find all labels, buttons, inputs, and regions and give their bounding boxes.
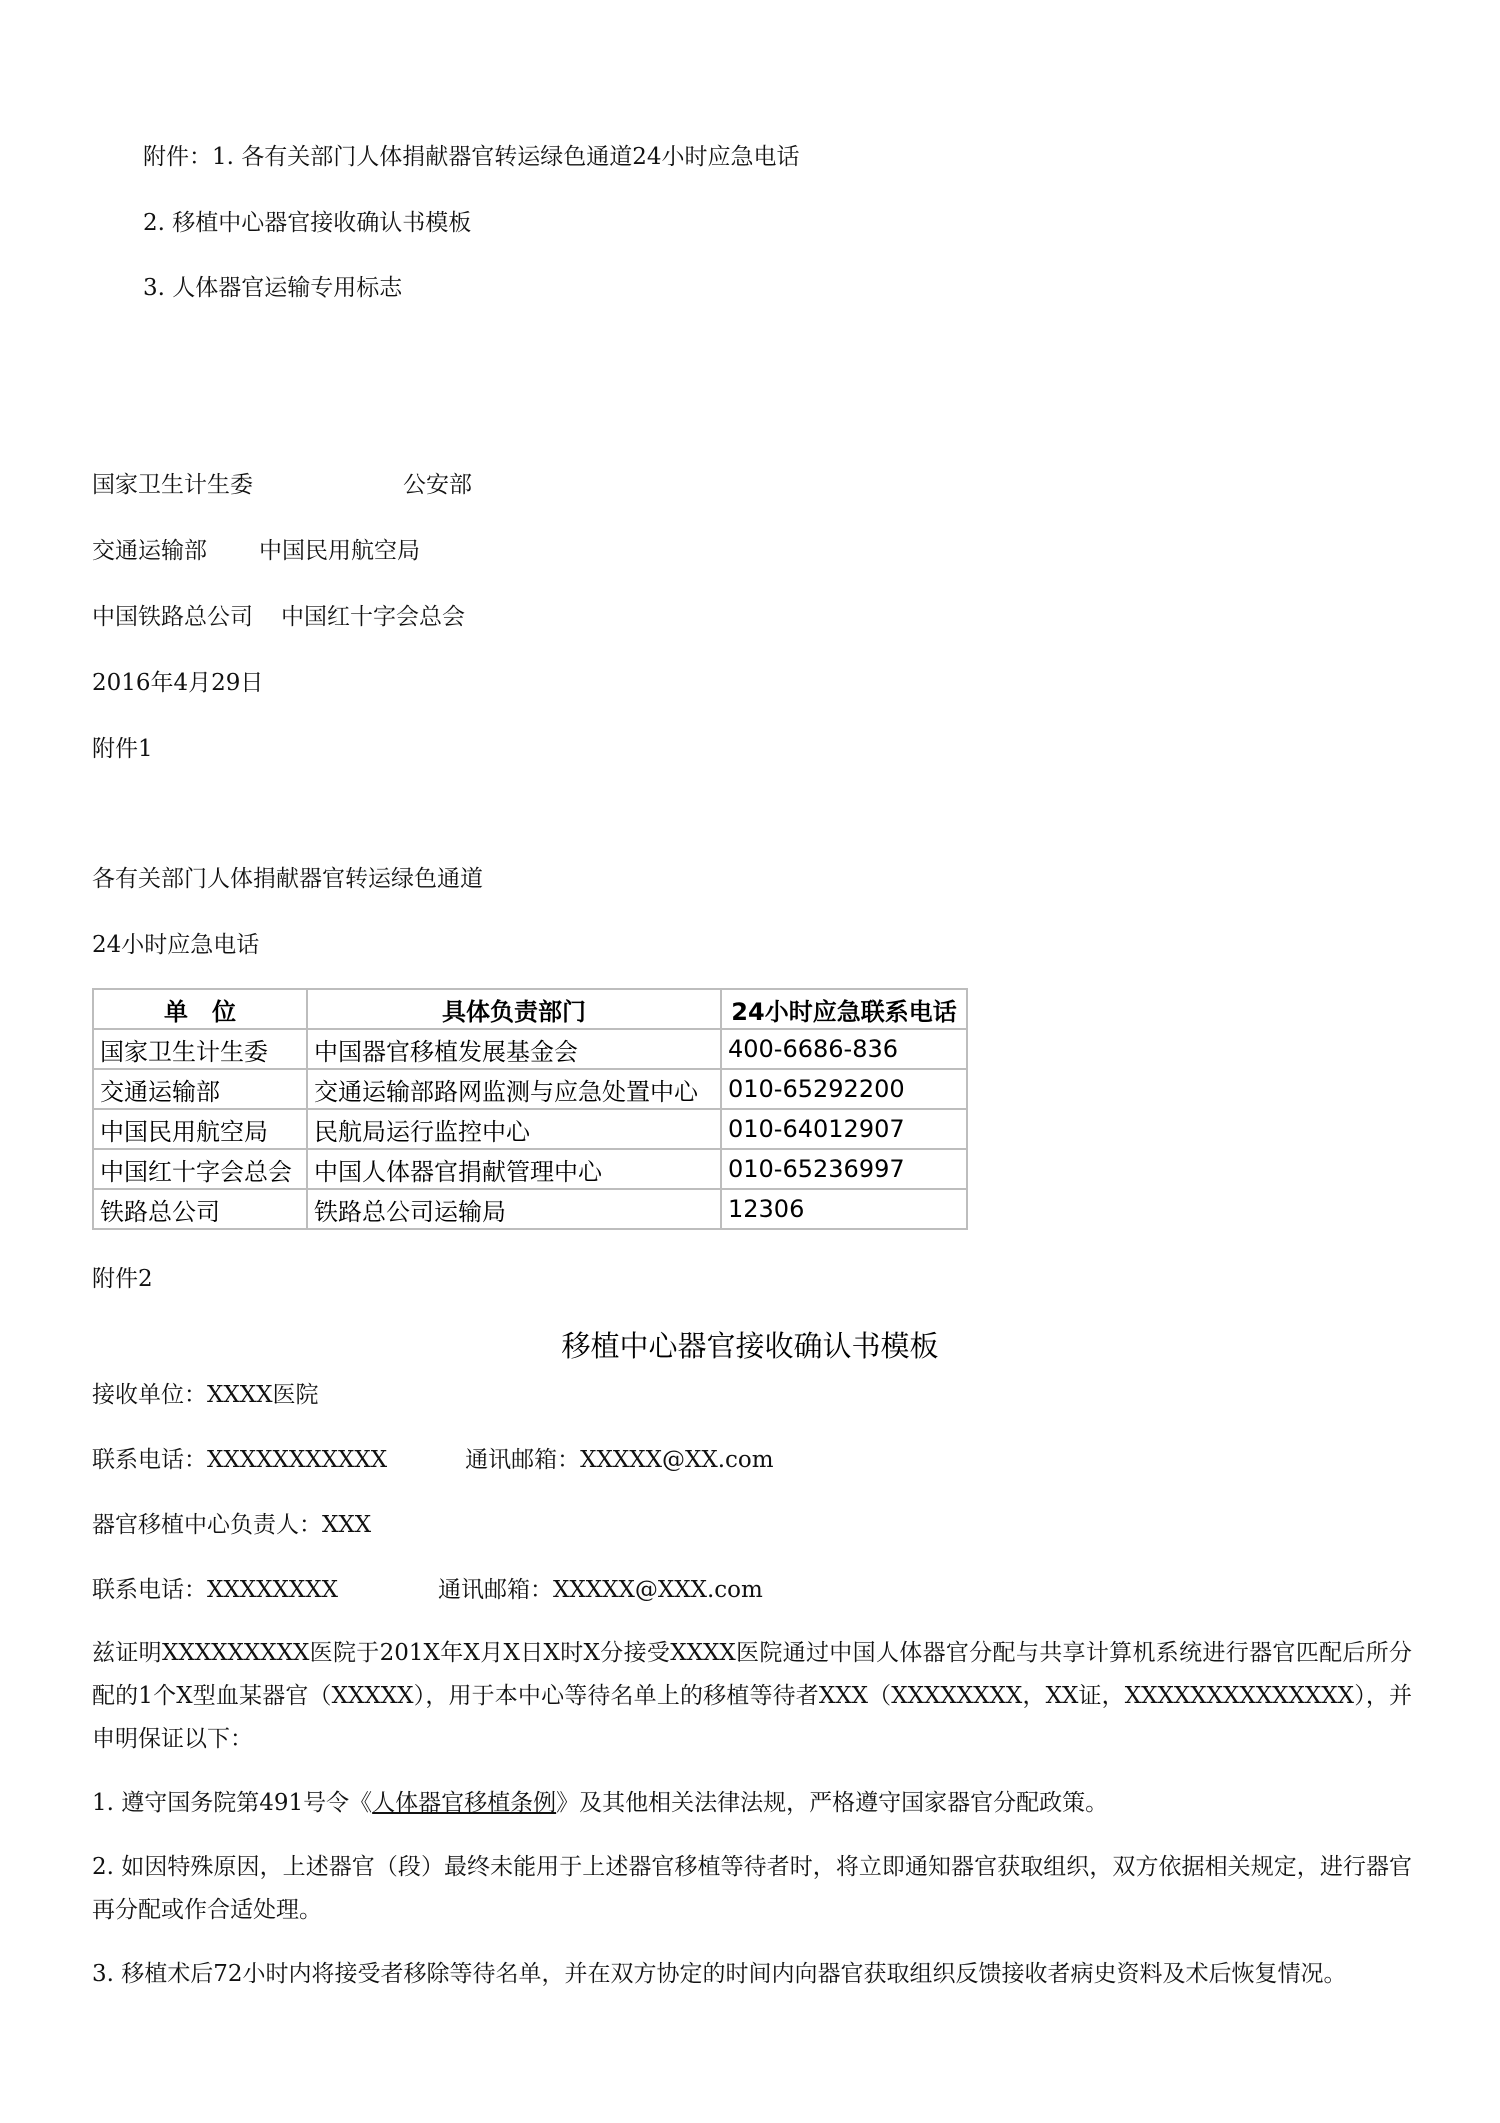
clause-1-prefix: 1. 遵守国务院第491号令《 xyxy=(92,1790,373,1816)
table-row xyxy=(93,1149,967,1189)
signatory-civil-aviation: 中国民用航空局 xyxy=(259,538,420,564)
table-header-row xyxy=(93,989,967,1029)
attachment-list-item-3: 3. 人体器官运输专用标志 xyxy=(143,275,403,301)
attachment-1-title-line-2: 24小时应急电话 xyxy=(92,932,260,958)
contact-phone-1: 联系电话：XXXXXXXXXXX xyxy=(92,1447,388,1473)
signatory-red-cross: 中国红十字会总会 xyxy=(281,604,465,630)
contact-email-2: 通讯邮箱：XXXXX@XXX.com xyxy=(438,1577,763,1603)
emergency-hotline-table xyxy=(92,988,968,1230)
signatory-public-security: 公安部 xyxy=(403,472,472,498)
table-cell-unit: 铁路总公司 xyxy=(93,1189,307,1229)
table-cell-phone: 010-65292200 xyxy=(721,1069,967,1109)
clause-3: 3. 移植术后72小时内将接受者移除等待名单，并在双方协定的时间内向器官获取组织反馈接收者病史资料及术后恢复情况。 xyxy=(92,1961,1347,1987)
certification-paragraph: 兹证明XXXXXXXXX医院于201X年X月X日X时X分接受XXXX医院通过中国人体器官分配与共享计算机系统进行器官匹配后所分配的1个X型血某器官（XXXXX），用于本中心等待名单上的移植等待者XXX（XXXXXXXX，XX证，XXXXXXXXXXXXXX），并申明保证以下： xyxy=(92,1640,1412,1752)
table-cell-department: 中国人体器官捐献管理中心 xyxy=(307,1149,721,1189)
table-cell-unit: 交通运输部 xyxy=(93,1069,307,1109)
signatory-railway: 中国铁路总公司 xyxy=(92,604,253,630)
receiving-unit: 接收单位：XXXX医院 xyxy=(92,1382,319,1408)
confirmation-template-title: 移植中心器官接收确认书模板 xyxy=(561,1329,939,1363)
contact-phone-2: 联系电话：XXXXXXXX xyxy=(92,1577,338,1603)
table-header-department: 具体负责部门 xyxy=(307,989,721,1029)
table-cell-unit: 中国民用航空局 xyxy=(93,1109,307,1149)
attachment-1-label: 附件1 xyxy=(92,736,153,762)
table-header-unit: 单 位 xyxy=(93,989,307,1029)
table-cell-phone: 010-64012907 xyxy=(721,1109,967,1149)
table-cell-department: 中国器官移植发展基金会 xyxy=(307,1029,721,1069)
table-cell-phone: 12306 xyxy=(721,1189,967,1229)
clause-1 xyxy=(92,1782,1412,1825)
table-cell-unit: 国家卫生计生委 xyxy=(93,1029,307,1069)
clause-2: 2. 如因特殊原因，上述器官（段）最终未能用于上述器官移植等待者时，将立即通知器官获取组织，双方依据相关规定，进行器官再分配或作合适处理。 xyxy=(92,1854,1412,1923)
table-row xyxy=(93,1069,967,1109)
signatory-health-commission: 国家卫生计生委 xyxy=(92,472,253,498)
table-cell-department: 民航局运行监控中心 xyxy=(307,1109,721,1149)
table-cell-phone: 010-65236997 xyxy=(721,1149,967,1189)
contact-email-1: 通讯邮箱：XXXXX@XX.com xyxy=(465,1447,774,1473)
attachment-list-item-2: 2. 移植中心器官接收确认书模板 xyxy=(143,210,472,236)
table-row xyxy=(93,1109,967,1149)
signatory-row-3 xyxy=(92,602,465,632)
signature-date: 2016年4月29日 xyxy=(92,670,264,696)
attachment-list-item-1: 附件：1. 各有关部门人体捐献器官转运绿色通道24小时应急电话 xyxy=(143,144,800,170)
attachment-1-title-line-1: 各有关部门人体捐献器官转运绿色通道 xyxy=(92,866,483,892)
attachment-2-label: 附件2 xyxy=(92,1266,153,1292)
signatory-transport: 交通运输部 xyxy=(92,538,207,564)
table-cell-unit: 中国红十字会总会 xyxy=(93,1149,307,1189)
table-cell-department: 铁路总公司运输局 xyxy=(307,1189,721,1229)
contact-row-1 xyxy=(92,1445,774,1475)
table-row xyxy=(93,1189,967,1229)
table-cell-phone: 400-6686-836 xyxy=(721,1029,967,1069)
table-header-phone: 24小时应急联系电话 xyxy=(721,989,967,1029)
person-in-charge: 器官移植中心负责人：XXX xyxy=(92,1512,372,1538)
contact-row-2 xyxy=(92,1575,763,1605)
organ-transplant-regulation-link[interactable]: 人体器官移植条例 xyxy=(372,1790,557,1816)
clause-1-suffix: 》及其他相关法律法规，严格遵守国家器官分配政策。 xyxy=(556,1790,1109,1816)
table-row xyxy=(93,1029,967,1069)
signatory-row-2 xyxy=(92,536,420,566)
signatory-row-1 xyxy=(92,470,472,500)
table-cell-department: 交通运输部路网监测与应急处置中心 xyxy=(307,1069,721,1109)
